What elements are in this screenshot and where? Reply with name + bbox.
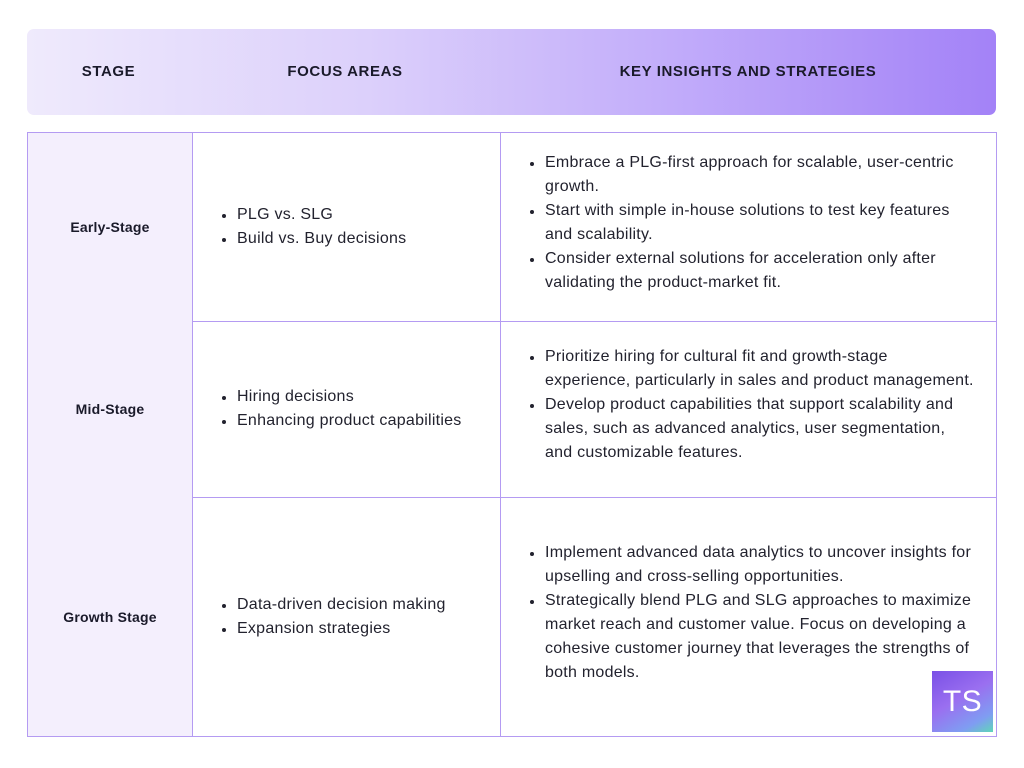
- stage-cell: [28, 321, 193, 497]
- list-item: Hiring decisions: [219, 385, 462, 409]
- table-row: [28, 497, 996, 736]
- list-item: Build vs. Buy decisions: [219, 227, 406, 251]
- table-row: [28, 321, 996, 498]
- stage-label: Growth Stage: [63, 608, 157, 625]
- header-focus-areas: FOCUS AREAS: [287, 63, 403, 80]
- stage-label: Early-Stage: [70, 219, 150, 235]
- list-item: Strategically blend PLG and SLG approaches to maximize market reach and customer value. Focus on developing a cohesive customer journey that leverages the strengths of both models.: [527, 589, 976, 685]
- list-item: Enhancing product capabilities: [219, 409, 462, 433]
- list-item: PLG vs. SLG: [219, 203, 406, 227]
- insight-cell: [501, 497, 996, 736]
- list-item: Start with simple in-house solutions to test key features and scalability.: [527, 199, 976, 247]
- ts-logo: [932, 671, 993, 732]
- header-stage: STAGE: [81, 63, 136, 80]
- header-key-insights: KEY INSIGHTS AND STRATEGIES: [619, 63, 877, 80]
- focus-list: [219, 203, 406, 251]
- focus-cell: [193, 133, 501, 321]
- stage-label: Mid-Stage: [75, 401, 145, 417]
- strategy-table: [27, 132, 997, 737]
- insight-list: [527, 345, 976, 465]
- table-row: [28, 133, 996, 322]
- list-item: Embrace a PLG-first approach for scalable, user-centric growth.: [527, 151, 976, 199]
- insight-list: [527, 541, 976, 685]
- focus-cell: [193, 497, 501, 736]
- focus-list: [219, 593, 446, 641]
- list-item: Data-driven decision making: [219, 593, 446, 617]
- insight-list: [527, 151, 976, 295]
- focus-cell: [193, 321, 501, 497]
- list-item: Expansion strategies: [219, 617, 446, 641]
- list-item: Develop product capabilities that support scalability and sales, such as advanced analytics, user segmentation, and customizable features.: [527, 393, 976, 465]
- stage-cell: [28, 497, 193, 736]
- focus-list: [219, 385, 462, 433]
- table-header: [27, 29, 996, 115]
- list-item: Implement advanced data analytics to uncover insights for upselling and cross-selling opportunities.: [527, 541, 976, 589]
- insight-cell: [501, 133, 996, 321]
- insight-cell: [501, 321, 996, 497]
- logo-text: TS: [942, 684, 983, 718]
- stage-cell: [28, 133, 193, 321]
- list-item: Consider external solutions for acceleration only after validating the product-market fit.: [527, 247, 976, 295]
- list-item: Prioritize hiring for cultural fit and growth-stage experience, particularly in sales and product management.: [527, 345, 976, 393]
